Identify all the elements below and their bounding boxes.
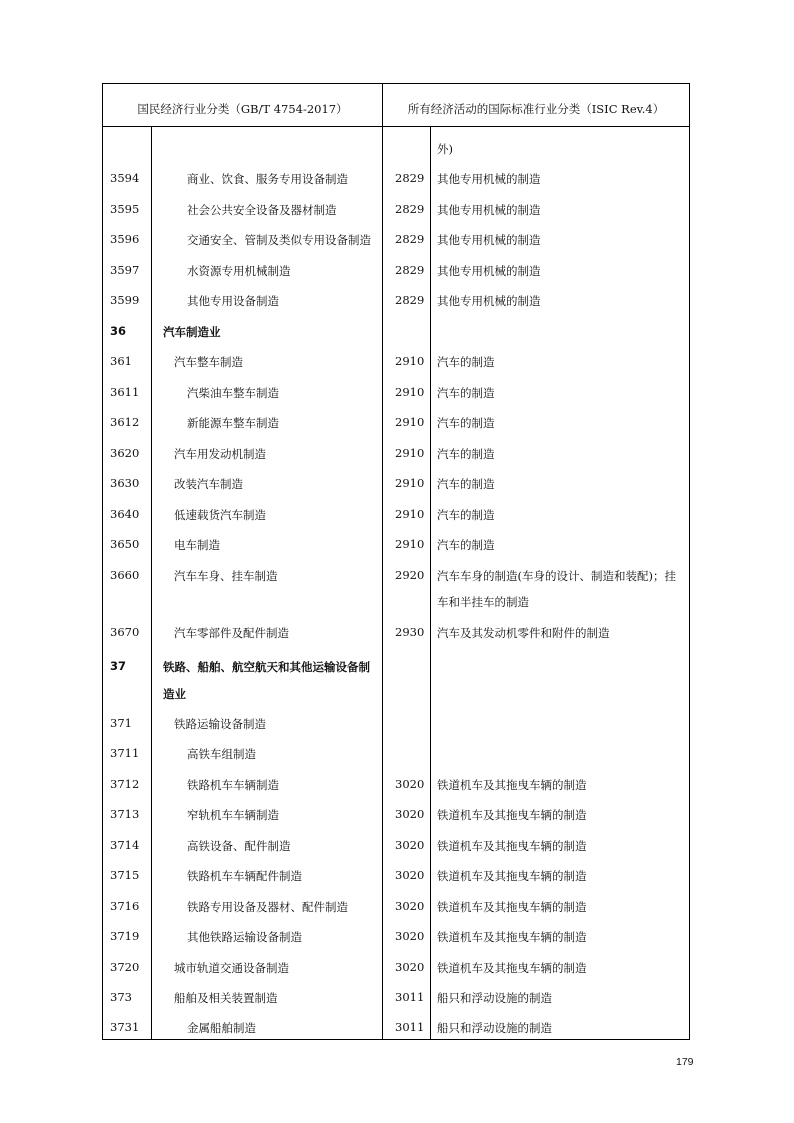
- row-name: 高铁车组制造: [187, 747, 256, 761]
- row-isic-code: 2910: [395, 537, 425, 551]
- row-code: 373: [110, 990, 132, 1004]
- row-code: 3660: [110, 568, 140, 582]
- row-name: 窄轨机车车辆制造: [187, 808, 279, 822]
- row-isic-code: 2829: [395, 293, 425, 307]
- row-name: 城市轨道交通设备制造: [174, 961, 289, 975]
- row-isic-desc: 汽车的制造: [437, 477, 495, 491]
- row-isic-code: 2829: [395, 171, 425, 185]
- row-isic-desc: 其他专用机械的制造: [437, 264, 541, 278]
- row-isic-desc: 其他专用机械的制造: [437, 294, 541, 308]
- row-code: 3630: [110, 476, 140, 490]
- header-isic-classification: 所有经济活动的国际标准行业分类（ISIC Rev.4）: [407, 102, 665, 116]
- row-isic-desc: 其他专用机械的制造: [437, 233, 541, 247]
- row-name: 金属船舶制造: [187, 1021, 256, 1035]
- row-isic-code: 2910: [395, 354, 425, 368]
- row-name: 船舶及相关装置制造: [174, 991, 278, 1005]
- row-name: 汽柴油车整车制造: [187, 386, 279, 400]
- row-isic-desc: 汽车的制造: [437, 386, 495, 400]
- row-isic-code: 2829: [395, 263, 425, 277]
- row-code: 3715: [110, 868, 140, 882]
- row-isic-code: 2829: [395, 232, 425, 246]
- row-isic-code: 2930: [395, 625, 425, 639]
- row-isic-code: 2910: [395, 507, 425, 521]
- row-isic-desc: 汽车的制造: [437, 538, 495, 552]
- row-name: 水资源专用机械制造: [187, 264, 291, 278]
- row-isic-desc: 汽车的制造: [437, 508, 495, 522]
- row-name: 低速载货汽车制造: [174, 508, 266, 522]
- header-national-classification: 国民经济行业分类（GB/T 4754-2017）: [137, 102, 348, 116]
- row-isic-desc: 汽车的制造: [437, 355, 495, 369]
- row-isic-code: 3020: [395, 960, 425, 974]
- row-code: 3711: [110, 746, 140, 760]
- row-code: 361: [110, 354, 132, 368]
- row-isic-desc: 汽车的制造: [437, 447, 495, 461]
- row-isic-desc: 铁道机车及其拖曳车辆的制造: [437, 778, 587, 792]
- row-code: 3720: [110, 960, 140, 974]
- row-name: 交通安全、管制及类似专用设备制造: [187, 233, 371, 247]
- row-name: 其他专用设备制造: [187, 294, 279, 308]
- row-code: 3719: [110, 929, 140, 943]
- row-name: 商业、饮食、服务专用设备制造: [187, 172, 348, 186]
- row-isic-code: 3011: [395, 990, 425, 1004]
- row-name: 铁路运输设备制造: [174, 717, 266, 731]
- page-number: 179: [676, 1056, 694, 1068]
- row-code: 3716: [110, 899, 140, 913]
- row-code: 3713: [110, 807, 140, 821]
- row-name: 汽车车身、挂车制造: [174, 569, 278, 583]
- row-code: 3597: [110, 263, 140, 277]
- row-code: 371: [110, 716, 132, 730]
- row-isic-desc: 其他专用机械的制造: [437, 203, 541, 217]
- row-isic-desc: 铁道机车及其拖曳车辆的制造: [437, 900, 587, 914]
- row-code: 36: [110, 324, 127, 338]
- row-isic-code: 3020: [395, 868, 425, 882]
- row-code: 3650: [110, 537, 140, 551]
- row-code: 3594: [110, 171, 140, 185]
- row-isic-desc: 铁道机车及其拖曳车辆的制造: [437, 930, 587, 944]
- row-isic-code: 2910: [395, 446, 425, 460]
- row-isic-desc: 其他专用机械的制造: [437, 172, 541, 186]
- table-header: [103, 84, 689, 127]
- row-isic-code: 3020: [395, 777, 425, 791]
- row-isic-desc: 铁道机车及其拖曳车辆的制造: [437, 961, 587, 975]
- classification-table: [102, 83, 690, 1040]
- row-isic-desc: 汽车车身的制造(车身的设计、制造和装配)；挂: [437, 569, 676, 583]
- row-code: 37: [110, 659, 127, 673]
- row-code: 3712: [110, 777, 140, 791]
- row-name: 铁路、船舶、航空航天和其他运输设备制: [163, 660, 370, 674]
- row-name-line2: 造业: [163, 687, 186, 701]
- row-name: 铁路专用设备及器材、配件制造: [187, 900, 348, 914]
- row-name: 汽车用发动机制造: [174, 447, 266, 461]
- row-isic-code: 2910: [395, 415, 425, 429]
- row-code: 3596: [110, 232, 140, 246]
- row-name: 汽车制造业: [163, 325, 221, 339]
- row-isic-code: 3020: [395, 807, 425, 821]
- row-isic-desc: 铁道机车及其拖曳车辆的制造: [437, 869, 587, 883]
- column-divider-isic: [430, 127, 431, 1039]
- row-name: 电车制造: [174, 538, 220, 552]
- continuation-text: 外): [437, 142, 453, 156]
- row-code: 3714: [110, 838, 140, 852]
- row-code: 3599: [110, 293, 140, 307]
- row-isic-desc: 船只和浮动设施的制造: [437, 991, 552, 1005]
- row-isic-desc-line2: 车和半挂车的制造: [437, 595, 529, 609]
- row-code: 3731: [110, 1020, 140, 1034]
- row-isic-desc: 汽车的制造: [437, 416, 495, 430]
- row-name: 汽车整车制造: [174, 355, 243, 369]
- row-isic-desc: 铁道机车及其拖曳车辆的制造: [437, 808, 587, 822]
- row-isic-desc: 船只和浮动设施的制造: [437, 1021, 552, 1035]
- row-isic-code: 2910: [395, 476, 425, 490]
- row-isic-code: 3020: [395, 838, 425, 852]
- row-name: 高铁设备、配件制造: [187, 839, 291, 853]
- row-code: 3611: [110, 385, 140, 399]
- row-isic-desc: 汽车及其发动机零件和附件的制造: [437, 626, 610, 640]
- row-code: 3612: [110, 415, 140, 429]
- row-isic-code: 2920: [395, 568, 425, 582]
- row-isic-code: 3011: [395, 1020, 425, 1034]
- row-isic-desc: 铁道机车及其拖曳车辆的制造: [437, 839, 587, 853]
- row-isic-code: 2910: [395, 385, 425, 399]
- row-code: 3620: [110, 446, 140, 460]
- column-divider-code: [151, 127, 152, 1039]
- row-code: 3640: [110, 507, 140, 521]
- row-name: 改装汽车制造: [174, 477, 243, 491]
- row-name: 社会公共安全设备及器材制造: [187, 203, 337, 217]
- column-divider-center: [382, 84, 383, 1039]
- row-name: 铁路机车车辆配件制造: [187, 869, 302, 883]
- row-name: 其他铁路运输设备制造: [187, 930, 302, 944]
- row-name: 铁路机车车辆制造: [187, 778, 279, 792]
- row-isic-code: 2829: [395, 202, 425, 216]
- row-code: 3595: [110, 202, 140, 216]
- row-isic-code: 3020: [395, 929, 425, 943]
- row-name: 汽车零部件及配件制造: [174, 626, 289, 640]
- row-name: 新能源车整车制造: [187, 416, 279, 430]
- row-code: 3670: [110, 625, 140, 639]
- row-isic-code: 3020: [395, 899, 425, 913]
